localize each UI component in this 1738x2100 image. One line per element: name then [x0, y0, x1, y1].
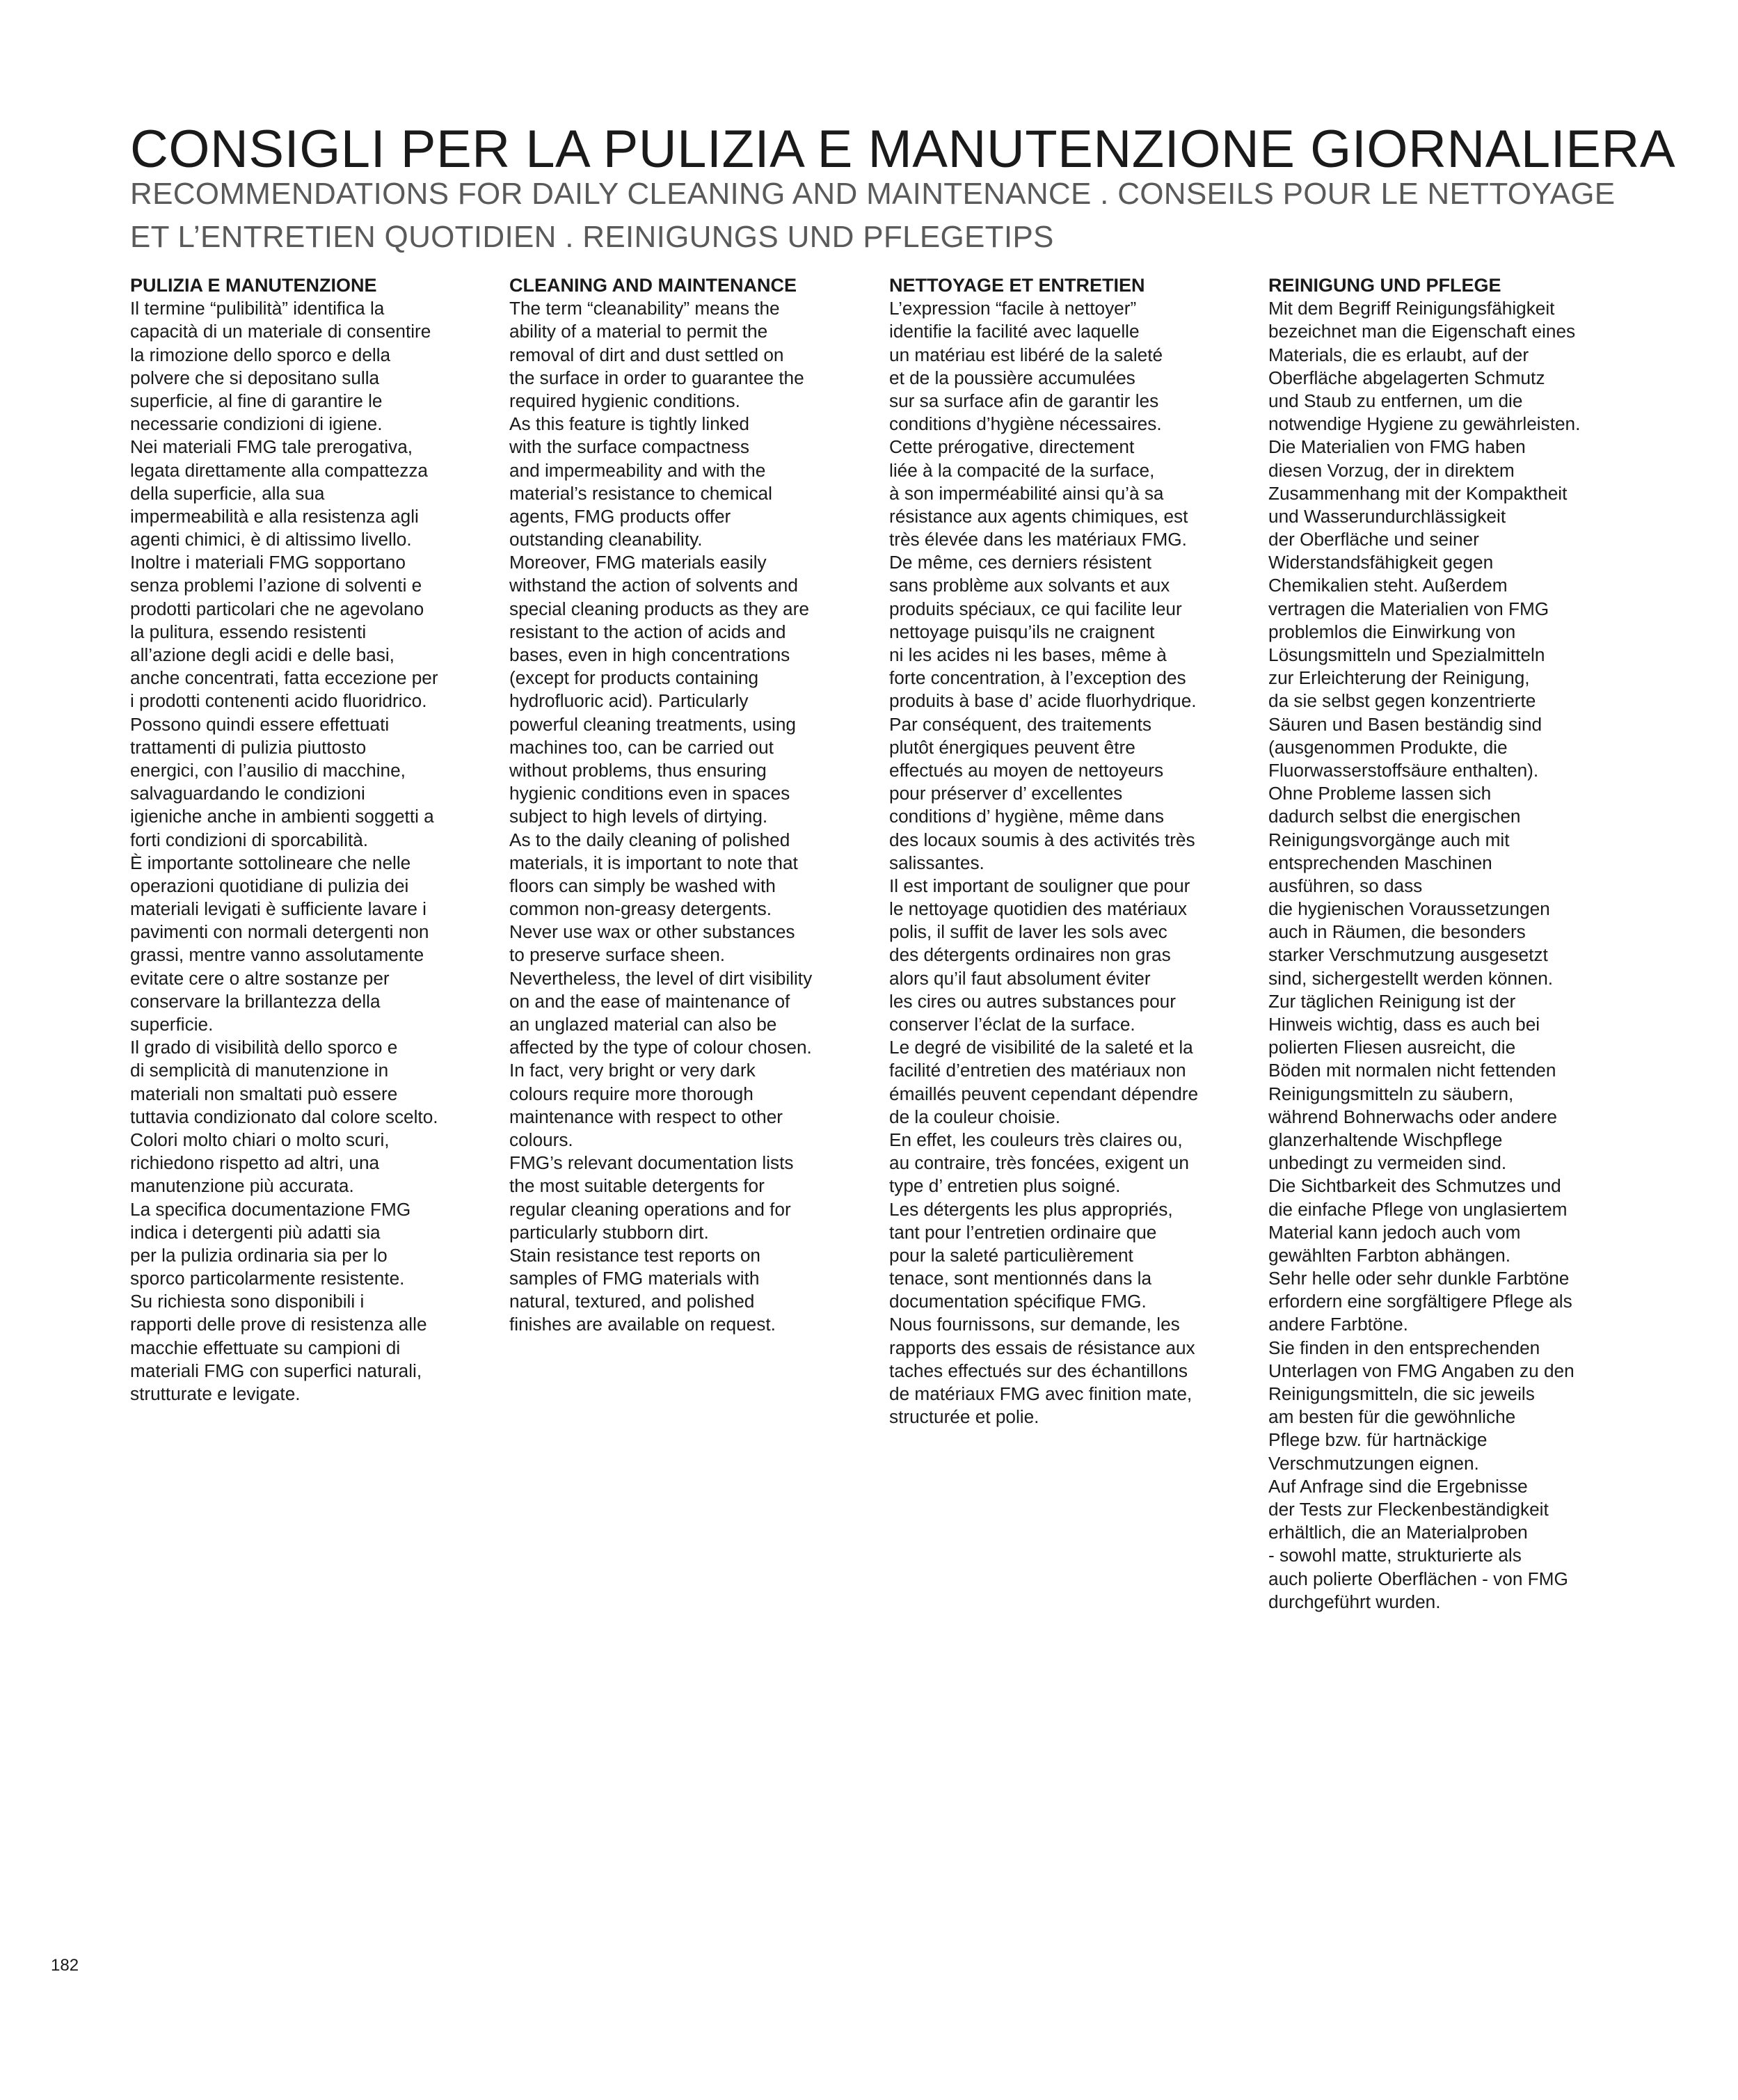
text-line: removal of dirt and dust settled on: [509, 344, 784, 365]
text-line: forte concentration, à l’exception des: [889, 667, 1186, 689]
text-line: salissantes.: [889, 852, 984, 873]
subtitle-line-1: RECOMMENDATIONS FOR DAILY CLEANING AND MAINTENANCE . CONSEILS POUR LE NETTOYAGE: [130, 177, 1616, 211]
text-line: capacità di un materiale di consentire: [130, 321, 431, 342]
text-line: très élevée dans les matériaux FMG.: [889, 529, 1187, 550]
text-line: È importante sottolineare che nelle: [130, 852, 411, 873]
column-german: [1268, 274, 1616, 1614]
text-line: und Staub zu entfernen, um die: [1268, 390, 1523, 411]
text-line: colours require more thorough: [509, 1083, 754, 1104]
page-subtitle: [130, 173, 1661, 259]
text-line: richiedono rispetto ad altri, una: [130, 1152, 380, 1174]
text-line: agenti chimici, è di altissimo livello.: [130, 529, 412, 550]
text-line: dadurch selbst die energischen: [1268, 806, 1521, 827]
text-line: alors qu’il faut absolument éviter: [889, 967, 1151, 989]
text-line: (except for products containing: [509, 667, 759, 689]
text-line: indica i detergenti più adatti sia: [130, 1221, 381, 1243]
text-line: Reinigungsmitteln zu säubern,: [1268, 1083, 1514, 1104]
text-line: Säuren und Basen beständig sind: [1268, 713, 1542, 735]
text-line: Unterlagen von FMG Angaben zu den: [1268, 1360, 1574, 1381]
text-line: taches effectués sur des échantillons: [889, 1360, 1188, 1381]
text-line: materiali non smaltati può essere: [130, 1083, 398, 1104]
text-line: Böden mit normalen nicht fettenden: [1268, 1060, 1556, 1081]
text-line: to preserve surface sheen.: [509, 944, 726, 966]
column-italian: [130, 274, 478, 1406]
text-line: the surface in order to guarantee the: [509, 367, 804, 388]
text-line: hygienic conditions even in spaces: [509, 783, 790, 804]
text-line: Reinigungsmitteln, die sic jeweils: [1268, 1383, 1535, 1405]
text-line: bezeichnet man die Eigenschaft eines: [1268, 321, 1576, 342]
text-line: Ohne Probleme lassen sich: [1268, 783, 1492, 804]
text-line: particularly stubborn dirt.: [509, 1221, 709, 1243]
text-line: des locaux soumis à des activités très: [889, 829, 1195, 850]
text-line: maintenance with respect to other: [509, 1106, 783, 1127]
text-line: nettoyage puisqu’ils ne craignent: [889, 621, 1155, 642]
text-line: grassi, mentre vanno assolutamente: [130, 944, 424, 966]
text-line: Pflege bzw. für hartnäckige: [1268, 1429, 1488, 1451]
text-line: Su richiesta sono disponibili i: [130, 1291, 365, 1312]
text-line: igieniche anche in ambienti soggetti a: [130, 806, 434, 827]
text-line: conditions d’ hygiène, même dans: [889, 806, 1164, 827]
text-line: De même, ces derniers résistent: [889, 552, 1151, 573]
column-heading-german: REINIGUNG UND PFLEGE: [1268, 275, 1501, 296]
text-line: without problems, thus ensuring: [509, 759, 767, 781]
text-line: withstand the action of solvents and: [509, 575, 798, 596]
text-line: structurée et polie.: [889, 1406, 1039, 1428]
text-line: problemlos die Einwirkung von: [1268, 621, 1516, 642]
text-line: outstanding cleanability.: [509, 529, 703, 550]
text-line: - sowohl matte, strukturierte als: [1268, 1545, 1522, 1566]
text-line: powerful cleaning treatments, using: [509, 713, 796, 735]
text-line: tant pour l’entretien ordinaire que: [889, 1221, 1157, 1243]
text-line: Materials, die es erlaubt, auf der: [1268, 344, 1529, 365]
text-line: per la pulizia ordinaria sia per lo: [130, 1244, 388, 1266]
text-line: della superficie, alla sua: [130, 482, 325, 504]
text-line: facilité d’entretien des matériaux non: [889, 1060, 1186, 1081]
text-line: Fluorwasserstoffsäure enthalten).: [1268, 759, 1539, 781]
text-line: Reinigungsvorgänge auch mit: [1268, 829, 1510, 850]
column-heading-english: CLEANING AND MAINTENANCE: [509, 275, 797, 296]
text-line: pour la saleté particulièrement: [889, 1244, 1133, 1266]
text-line: pavimenti con normali detergenti non: [130, 921, 429, 943]
text-line: Mit dem Begriff Reinigungsfähigkeit: [1268, 298, 1555, 319]
text-line: with the surface compactness: [509, 436, 749, 458]
text-line: un matériau est libéré de la saleté: [889, 344, 1163, 365]
text-line: and impermeability and with the: [509, 459, 766, 481]
text-line: la pulitura, essendo resistenti: [130, 621, 367, 642]
text-line: The term “cleanability” means the: [509, 298, 780, 319]
text-line: conditions d’hygiène nécessaires.: [889, 413, 1162, 435]
text-line: Sehr helle oder sehr dunkle Farbtöne: [1268, 1268, 1570, 1289]
text-line: durchgeführt wurden.: [1268, 1591, 1441, 1612]
text-line: trattamenti di pulizia piuttosto: [130, 736, 367, 758]
text-line: tuttavia condizionato dal colore scelto.: [130, 1106, 438, 1127]
text-line: Chemikalien steht. Außerdem: [1268, 575, 1508, 596]
text-line: L’expression “facile à nettoyer”: [889, 298, 1137, 319]
page-title: CONSIGLI PER LA PULIZIA E MANUTENZIONE GIORNALIERA: [130, 120, 1676, 179]
text-line: colours.: [509, 1129, 573, 1150]
text-line: andere Farbtöne.: [1268, 1314, 1408, 1335]
text-line: Cette prérogative, directement: [889, 436, 1135, 458]
text-line: common non-greasy detergents.: [509, 898, 772, 920]
text-line: la rimozione dello sporco e della: [130, 344, 391, 365]
text-line: hydrofluoric acid). Particularly: [509, 690, 749, 712]
text-line: En effet, les couleurs très claires ou,: [889, 1129, 1183, 1150]
text-line: bases, even in high concentrations: [509, 644, 790, 666]
text-line: As to the daily cleaning of polished: [509, 829, 790, 850]
text-line: à son imperméabilité ainsi qu’à sa: [889, 482, 1164, 504]
text-line: au contraire, très foncées, exigent un: [889, 1152, 1189, 1174]
text-line: le nettoyage quotidien des matériaux: [889, 898, 1188, 920]
column-english: [509, 274, 857, 1337]
column-body-french: [889, 297, 1237, 1429]
text-line: pour préserver d’ excellentes: [889, 783, 1123, 804]
text-line: materiali levigati è sufficiente lavare i: [130, 898, 426, 920]
text-line: i prodotti contenenti acido fluoridrico.: [130, 690, 427, 712]
text-line: die hygienischen Voraussetzungen: [1268, 898, 1550, 920]
text-line: manutenzione più accurata.: [130, 1175, 354, 1197]
text-line: zur Erleichterung der Reinigung,: [1268, 667, 1530, 689]
text-line: Die Sichtbarkeit des Schmutzes und: [1268, 1175, 1561, 1197]
subtitle-line-2: ET L’ENTRETIEN QUOTIDIEN . REINIGUNGS UND PFLEGETIPS: [130, 220, 1054, 254]
text-line: plutôt énergiques peuvent être: [889, 736, 1135, 758]
text-line: di semplicità di manutenzione in: [130, 1060, 389, 1081]
text-line: superficie, al fine di garantire le: [130, 390, 383, 411]
text-line: Il est important de souligner que pour: [889, 875, 1190, 896]
text-line: Inoltre i materiali FMG sopportano: [130, 552, 406, 573]
text-line: rapporti delle prove di resistenza alle: [130, 1314, 427, 1335]
text-line: unbedingt zu vermeiden sind.: [1268, 1152, 1507, 1174]
text-line: Les détergents les plus appropriés,: [889, 1198, 1173, 1220]
column-french: [889, 274, 1237, 1429]
text-line: da sie selbst gegen konzentrierte: [1268, 690, 1536, 712]
text-line: subject to high levels of dirtying.: [509, 806, 768, 827]
text-line: evitate cere o altre sostanze per: [130, 967, 390, 989]
text-line: legata direttamente alla compattezza: [130, 459, 428, 481]
text-line: resistant to the action of acids and: [509, 621, 786, 642]
text-line: Par conséquent, des traitements: [889, 713, 1152, 735]
text-line: Oberfläche abgelagerten Schmutz: [1268, 367, 1545, 388]
text-line: erhältlich, die an Materialproben: [1268, 1522, 1528, 1543]
text-line: energici, con l’ausilio di macchine,: [130, 759, 406, 781]
text-line: materiali FMG con superfici naturali,: [130, 1360, 422, 1381]
text-line: Zusammenhang mit der Kompaktheit: [1268, 482, 1568, 504]
text-line: notwendige Hygiene zu gewährleisten.: [1268, 413, 1581, 435]
text-line: Sie finden in den entsprechenden: [1268, 1337, 1540, 1358]
text-line: glanzerhaltende Wischpflege: [1268, 1129, 1503, 1150]
text-line: de matériaux FMG avec finition mate,: [889, 1383, 1193, 1405]
text-line: conserver l’éclat de la surface.: [889, 1014, 1135, 1035]
text-line: auch polierte Oberflächen - von FMG: [1268, 1568, 1568, 1589]
text-line: all’azione degli acidi e delle basi,: [130, 644, 394, 666]
text-line: sind, sichergestellt werden können.: [1268, 967, 1554, 989]
text-line: émaillés peuvent cependant dépendre: [889, 1083, 1199, 1104]
column-body-english: [509, 297, 857, 1336]
text-line: les cires ou autres substances pour: [889, 990, 1176, 1012]
text-line: the most suitable detergents for: [509, 1175, 765, 1197]
text-line: und Wasserundurchlässigkeit: [1268, 505, 1506, 527]
text-line: FMG’s relevant documentation lists: [509, 1152, 794, 1174]
page-number: 182: [51, 1956, 79, 1975]
text-line: impermeabilità e alla resistenza agli: [130, 505, 419, 527]
text-line: et de la poussière accumulées: [889, 367, 1135, 388]
text-line: (ausgenommen Produkte, die: [1268, 736, 1508, 758]
text-line: de la couleur choisie.: [889, 1106, 1061, 1127]
text-line: ability of a material to permit the: [509, 321, 768, 342]
text-line: conservare la brillantezza della: [130, 990, 381, 1012]
text-line: sur sa surface afin de garantir les: [889, 390, 1159, 411]
text-line: Il grado di visibilità dello sporco e: [130, 1037, 398, 1058]
text-line: die einfache Pflege von unglasiertem: [1268, 1198, 1568, 1220]
text-line: Nei materiali FMG tale prerogativa,: [130, 436, 413, 458]
text-line: material’s resistance to chemical: [509, 482, 772, 504]
text-line: anche concentrati, fatta eccezione per: [130, 667, 438, 689]
text-line: Stain resistance test reports on: [509, 1244, 760, 1266]
text-line: Il termine “pulibilità” identifica la: [130, 298, 385, 319]
text-line: natural, textured, and polished: [509, 1291, 755, 1312]
text-line: documentation spécifique FMG.: [889, 1291, 1147, 1312]
text-line: auch in Räumen, die besonders: [1268, 921, 1526, 943]
text-line: on and the ease of maintenance of: [509, 990, 790, 1012]
text-line: entsprechenden Maschinen: [1268, 852, 1492, 873]
text-line: Nous fournissons, sur demande, les: [889, 1314, 1180, 1335]
column-body-german: [1268, 297, 1616, 1614]
text-line: während Bohnerwachs oder andere: [1268, 1106, 1557, 1127]
text-line: Auf Anfrage sind die Ergebnisse: [1268, 1475, 1528, 1497]
text-line: polis, il suffit de laver les sols avec: [889, 921, 1167, 943]
text-line: tenace, sont mentionnés dans la: [889, 1268, 1152, 1289]
text-line: rapports des essais de résistance aux: [889, 1337, 1195, 1358]
text-line: Hinweis wichtig, dass es auch bei: [1268, 1014, 1540, 1035]
text-line: floors can simply be washed with: [509, 875, 776, 896]
text-line: affected by the type of colour chosen.: [509, 1037, 812, 1058]
text-line: materials, it is important to note that: [509, 852, 798, 873]
text-line: der Tests zur Fleckenbeständigkeit: [1268, 1498, 1549, 1520]
text-line: type d’ entretien plus soigné.: [889, 1175, 1121, 1197]
text-line: ausführen, so dass: [1268, 875, 1423, 896]
text-line: gewählten Farbton abhängen.: [1268, 1244, 1510, 1266]
text-line: Zur täglichen Reinigung ist der: [1268, 990, 1516, 1012]
text-line: vertragen die Materialien von FMG: [1268, 598, 1549, 619]
text-line: identifie la facilité avec laquelle: [889, 321, 1140, 342]
text-line: Never use wax or other substances: [509, 921, 795, 943]
text-line: starker Verschmutzung ausgesetzt: [1268, 944, 1548, 966]
text-line: an unglazed material can also be: [509, 1014, 777, 1035]
text-line: Le degré de visibilité de la saleté et la: [889, 1037, 1193, 1058]
text-line: operazioni quotidiane di pulizia dei: [130, 875, 409, 896]
text-line: Possono quindi essere effettuati: [130, 713, 390, 735]
text-line: Colori molto chiari o molto scuri,: [130, 1129, 390, 1150]
text-line: As this feature is tightly linked: [509, 413, 749, 435]
text-line: des détergents ordinaires non gras: [889, 944, 1171, 966]
text-line: agents, FMG products offer: [509, 505, 731, 527]
text-line: Widerstandsfähigkeit gegen: [1268, 552, 1494, 573]
text-line: résistance aux agents chimiques, est: [889, 505, 1188, 527]
text-line: sans problème aux solvants et aux: [889, 575, 1170, 596]
text-line: necessarie condizioni di igiene.: [130, 413, 383, 435]
text-line: effectués au moyen de nettoyeurs: [889, 759, 1164, 781]
text-line: liée à la compacité de la surface,: [889, 459, 1155, 481]
column-heading-italian: PULIZIA E MANUTENZIONE: [130, 275, 377, 296]
text-line: Die Materialien von FMG haben: [1268, 436, 1526, 458]
text-line: strutturate e levigate.: [130, 1383, 301, 1405]
text-line: polvere che si depositano sulla: [130, 367, 380, 388]
text-line: samples of FMG materials with: [509, 1268, 760, 1289]
text-line: machines too, can be carried out: [509, 736, 774, 758]
text-line: superficie.: [130, 1014, 214, 1035]
text-line: special cleaning products as they are: [509, 598, 809, 619]
column-heading-french: NETTOYAGE ET ENTRETIEN: [889, 275, 1145, 296]
text-line: Material kann jedoch auch vom: [1268, 1221, 1521, 1243]
text-line: La specifica documentazione FMG: [130, 1198, 411, 1220]
text-line: finishes are available on request.: [509, 1314, 776, 1335]
text-line: Lösungsmitteln und Spezialmitteln: [1268, 644, 1545, 666]
text-line: Verschmutzungen eignen.: [1268, 1452, 1479, 1474]
text-line: salvaguardando le condizioni: [130, 783, 365, 804]
text-line: Moreover, FMG materials easily: [509, 552, 767, 573]
text-line: required hygienic conditions.: [509, 390, 740, 411]
text-line: ni les acides ni les bases, même à: [889, 644, 1167, 666]
text-line: senza problemi l’azione di solventi e: [130, 575, 422, 596]
text-line: produits à base d’ acide fluorhydrique.: [889, 690, 1197, 712]
text-line: macchie effettuate su campioni di: [130, 1337, 401, 1358]
text-line: der Oberfläche und seiner: [1268, 529, 1479, 550]
text-line: In fact, very bright or very dark: [509, 1060, 756, 1081]
text-line: erfordern eine sorgfältigere Pflege als: [1268, 1291, 1572, 1312]
text-line: sporco particolarmente resistente.: [130, 1268, 405, 1289]
text-line: polierten Fliesen ausreicht, die: [1268, 1037, 1516, 1058]
text-line: produits spéciaux, ce qui facilite leur: [889, 598, 1182, 619]
text-line: Nevertheless, the level of dirt visibility: [509, 967, 813, 989]
text-line: regular cleaning operations and for: [509, 1198, 791, 1220]
column-body-italian: [130, 297, 478, 1406]
text-line: am besten für die gewöhnliche: [1268, 1406, 1516, 1428]
text-line: prodotti particolari che ne agevolano: [130, 598, 424, 619]
text-line: diesen Vorzug, der in direktem: [1268, 459, 1515, 481]
text-line: forti condizioni di sporcabilità.: [130, 829, 369, 850]
